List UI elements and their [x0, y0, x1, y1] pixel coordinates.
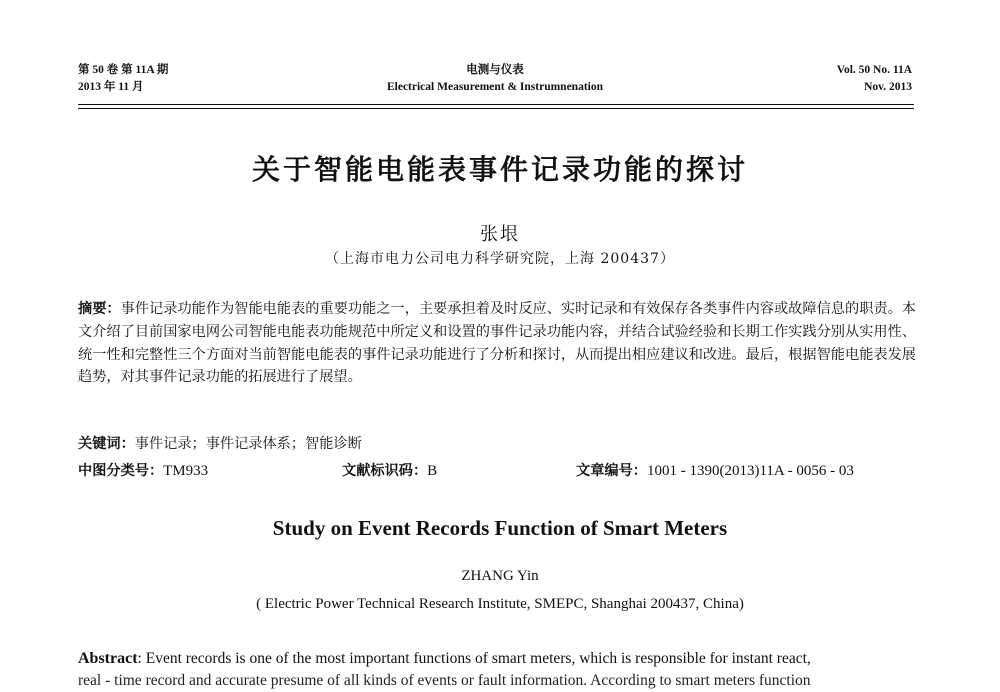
- abstract-en-line-1: [78, 648, 916, 670]
- affiliation-en: ( Electric Power Technical Research Institute, SMEPC, Shanghai 200437, China): [256, 596, 744, 612]
- journal-name-cn: 电测与仪表: [466, 64, 524, 76]
- abstract-en: [78, 648, 916, 692]
- doc-code-label: 文献标识码：: [342, 463, 428, 479]
- article-number-label: 文章编号：: [576, 463, 647, 479]
- keywords-label: 关键词：: [78, 436, 135, 452]
- abstract-en-line-2: real - time record and accurate presume of all kinds of events or fault information. According to smart meters function: [78, 672, 811, 689]
- journal-name-en: Electrical Measurement & Instrumnenation: [386, 81, 604, 93]
- article-number-value: 1001 - 1390(2013)11A - 0056 - 03: [646, 463, 854, 479]
- publication-date: 2013 年 11 月: [78, 81, 144, 93]
- author-cn: 张垠: [480, 224, 520, 245]
- doc-code-value: B: [427, 463, 438, 479]
- author-en: ZHANG Yin: [461, 568, 539, 584]
- abstract-en-text: : Event records is one of the most important functions of smart meters, which is responsible for instant react,: [137, 650, 811, 667]
- keywords-text: 事件记录；事件记录体系；智能诊断: [134, 436, 362, 452]
- running-header: [78, 62, 912, 102]
- header-rule-thin: [78, 108, 914, 109]
- keywords: [78, 433, 362, 453]
- document-code: [342, 460, 437, 480]
- paper-title-cn: 关于智能电能表事件记录功能的探讨: [251, 153, 748, 186]
- clc-number: [78, 460, 208, 480]
- classification-line: [78, 460, 916, 482]
- volume-issue-en: Vol. 50 No. 11A: [836, 64, 912, 76]
- journal-name: [78, 62, 912, 96]
- abstract-cn-label: 摘要：: [78, 301, 121, 317]
- volume-issue: 第 50 卷 第 11A 期: [78, 64, 169, 76]
- clc-value: TM933: [163, 463, 209, 479]
- article-number: [576, 460, 854, 480]
- abstract-cn: [78, 298, 916, 389]
- abstract-cn-text: 事件记录功能作为智能电能表的重要功能之一，主要承担着及时反应、实时记录和有效保存各类事件内容或故障信息的职责。本文介绍了目前国家电网公司智能电能表功能规范中所定义和设置的事件记录功能内容，并结合试验经验和长期工作实践分别从实用性、统一性和完整性三个方面对当前智能电能表的事件记录功能进行了分析和探讨，从而提出相应建议和改进。最后，根据智能电能表发展趋势，对其事件记录功能的拓展进行了展望。: [78, 301, 916, 386]
- abstract-en-label: Abstract: [78, 650, 138, 667]
- clc-label: 中图分类号：: [78, 463, 164, 479]
- journal-volume-en: [837, 62, 912, 96]
- publication-date-en: Nov. 2013: [864, 81, 912, 93]
- paper-title-en: Study on Event Records Function of Smart Meters: [272, 516, 728, 540]
- header-rule-thick: [78, 104, 914, 105]
- affiliation-cn: （上海市电力公司电力科学研究院，上海 200437）: [325, 251, 675, 267]
